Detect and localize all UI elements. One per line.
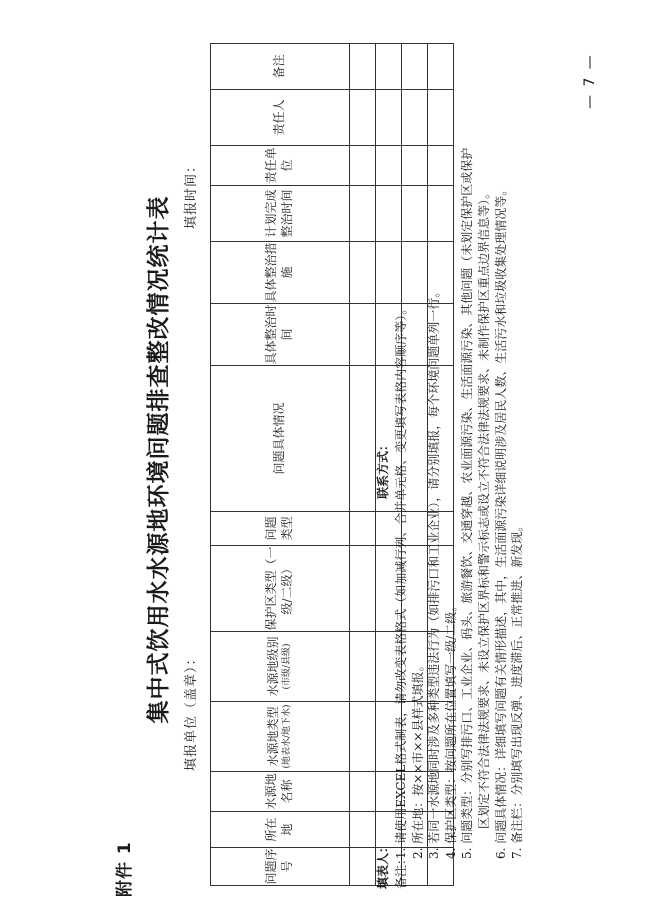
column-header: [211, 186, 350, 242]
column-header: [211, 90, 350, 146]
column-header-label: 责任单位: [264, 147, 294, 184]
table-cell[interactable]: [350, 44, 376, 90]
table-cell[interactable]: [402, 44, 428, 90]
column-header: [211, 772, 350, 812]
column-header-label: 所在地: [264, 817, 294, 842]
column-header-sublabel: (地表水/地下水): [281, 704, 292, 769]
column-header: [211, 242, 350, 304]
table-cell[interactable]: [350, 242, 376, 304]
column-header-label: 水源地类型: [266, 706, 281, 767]
column-header-label: 计划完成整治时间: [264, 189, 294, 238]
filling-time-label: 填报时间：: [184, 158, 199, 229]
column-header-label: 具体整治时间: [264, 304, 294, 365]
note-item: 4. 保护区类型：按问题所在位置填写一级/二级。: [443, 599, 458, 859]
note-item: 区划定不符合法律法规要求、未设立保护区界标和警示标志或设立不符合法律法规要求、未制作保护区重点边界信息等）。: [476, 186, 491, 829]
column-header-sublabel: (市级/县级): [281, 643, 292, 690]
note-item: 1. 请使用EXCEL格式制表，请勿改变表格格式（如加减行列、合并单元格、变更填写表格内容顺序等）。: [394, 302, 408, 859]
footer-notes: [375, 148, 526, 889]
filler-label: 填表人：: [376, 840, 390, 889]
column-header: [211, 546, 350, 632]
column-header: [211, 848, 350, 886]
table-header-row: [211, 44, 350, 886]
column-header-label: 问题序号: [264, 848, 294, 885]
table-cell[interactable]: [402, 90, 428, 146]
column-header-label: 备注: [272, 54, 287, 79]
page-title: 集中式饮用水水源地环境问题排查整改情况统计表: [145, 195, 172, 724]
table-cell[interactable]: [428, 90, 454, 146]
table-cell[interactable]: [350, 632, 376, 702]
table-cell[interactable]: [376, 44, 402, 90]
column-header: [211, 44, 350, 90]
column-header: [211, 304, 350, 366]
table-cell[interactable]: [350, 90, 376, 146]
table-cell[interactable]: [350, 772, 376, 812]
note-item: 5. 问题类型：分别写排污口、工业企业、码头、旅游餐饮、交通穿越、农业面源污染、生活面源污染、其他问题（未划定保护区或保护: [460, 147, 475, 859]
column-header-label: 问题具体情况: [272, 402, 287, 475]
notes-head: 备注：: [394, 852, 408, 889]
column-header-label: 问题类型: [264, 516, 294, 541]
table-cell[interactable]: [350, 848, 376, 886]
table-cell[interactable]: [350, 304, 376, 366]
column-header: [211, 146, 350, 186]
filling-unit-label: 填报单位（盖章）：: [184, 651, 199, 771]
table-row: [350, 44, 376, 886]
column-header-label: 水源地级别: [266, 636, 281, 697]
column-header-label: 具体整治措施: [264, 242, 294, 303]
table-cell[interactable]: [428, 44, 454, 90]
note-item: 6. 问题具体情况：详细填写问题有关情形描述，其中，生活面源污染详细说明涉及居民人数、生活污水和垃圾收集处理情况等。: [493, 183, 508, 859]
column-header-label: 保护区类型（一级/二级）: [264, 546, 294, 631]
table-cell[interactable]: [350, 186, 376, 242]
table-cell[interactable]: [350, 366, 376, 512]
table-cell[interactable]: [376, 90, 402, 146]
table-cell[interactable]: [350, 812, 376, 848]
note-item: 7. 备注栏：分别填写出现反弹、进度滞后、正常推进、新发现。: [510, 519, 525, 859]
column-header: [211, 702, 350, 772]
table-cell[interactable]: [350, 512, 376, 546]
contact-label: 联系方式：: [376, 438, 390, 499]
attachment-label: 附件 1: [115, 841, 135, 897]
column-header: [211, 512, 350, 546]
note-item: 2. 所在地：按××市××县样式填报。: [410, 659, 425, 859]
column-header: [211, 632, 350, 702]
column-header-label: 水源地名称: [264, 773, 294, 810]
table-cell[interactable]: [350, 146, 376, 186]
column-header: [211, 366, 350, 512]
table-cell[interactable]: [350, 702, 376, 772]
column-header: [211, 812, 350, 848]
table-cell[interactable]: [350, 546, 376, 632]
page-number: — 7 —: [582, 53, 598, 109]
note-item: 3. 若同一水源地同时涉及多种类型违法行为（如排污口和工业企业），请分别填报，每个环境问题单列一行。: [427, 285, 442, 859]
column-header-label: 责任人: [272, 99, 287, 136]
